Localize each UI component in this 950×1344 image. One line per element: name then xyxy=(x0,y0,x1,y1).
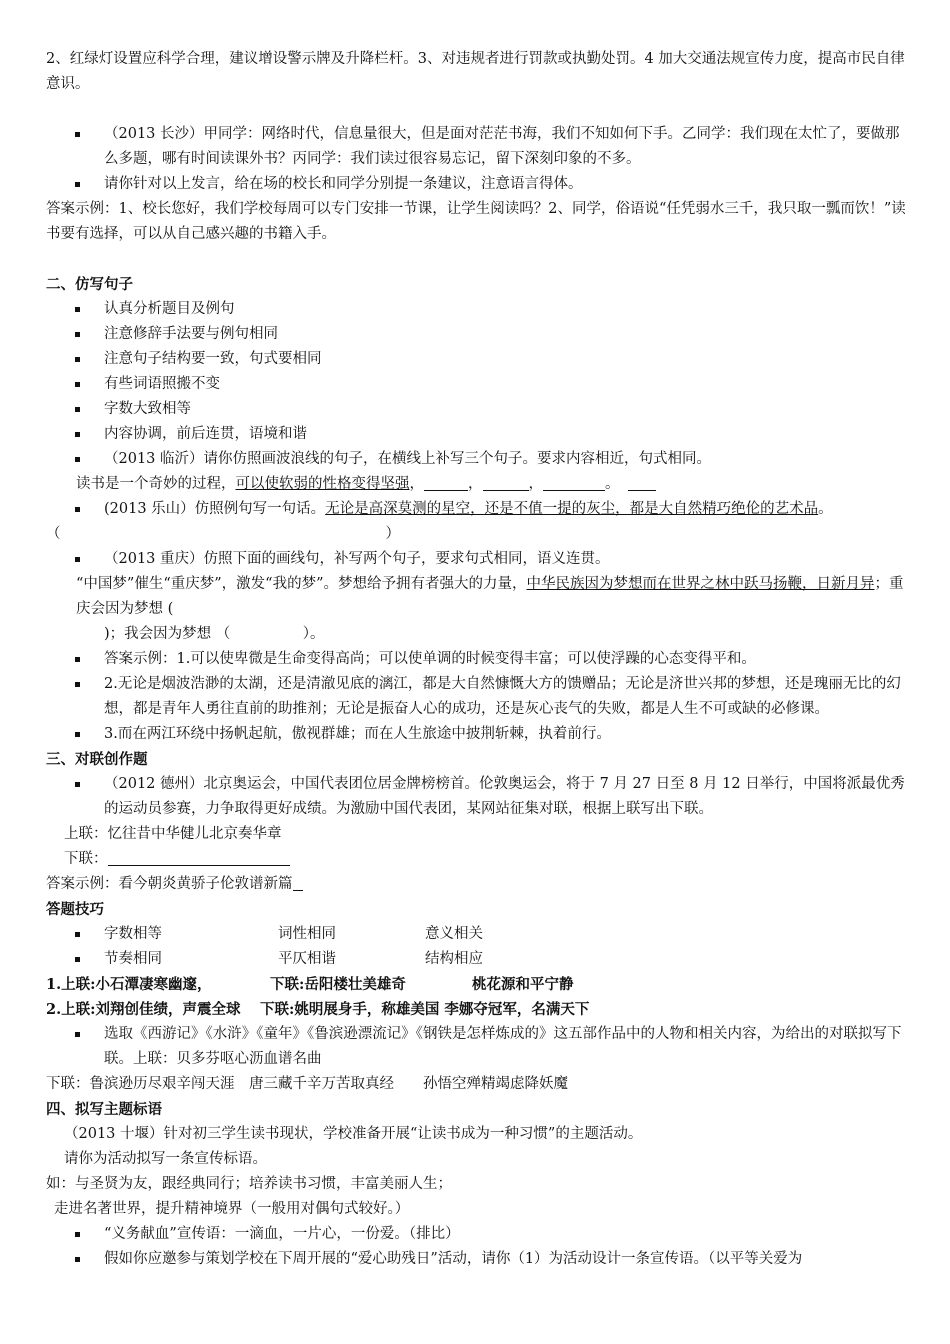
underlined-sentence: 中华民族因为梦想而在世界之林中跃马扬鞭，日新月异 xyxy=(526,576,875,592)
skills-heading: 答题技巧 xyxy=(46,901,104,918)
shiyan-task: 请你为活动拟写一条宣传标语。 xyxy=(64,1151,267,1167)
lower-couplet-blank[interactable] xyxy=(108,849,290,866)
section-heading-imitation: 二、仿写句子 xyxy=(46,276,133,293)
tip-item: 字数大致相等 xyxy=(46,397,910,422)
document-page xyxy=(46,47,910,1272)
spacer xyxy=(46,247,910,272)
section-heading-couplet: 三、对联创作题 xyxy=(46,751,148,768)
answer-example-1: 答案示例：1.可以使卑微是生命变得高尚；可以使单调的时候变得丰富；可以使浮躁的心态变得平和。 xyxy=(46,647,910,672)
changsha-question: （2013 长沙）甲同学：网络时代，信息量很大，但是面对茫茫书海，我们不知如何下手。乙同学：我们现在太忙了，要做那么多题，哪有时间读课外书？丙同学：我们读过很容易忘记，留下深刻印象的不多。 xyxy=(46,122,910,172)
skills-row: 节奏相同 平仄相谐 结构相应 xyxy=(46,947,910,972)
spacer xyxy=(46,97,910,122)
chongqing-passage: “中国梦”催生“重庆梦”，激发“我的梦”。梦想给予拥有者强大的力量，中华民族因为梦想而在世界之林中跃马扬鞭，日新月异；重庆会因为梦想 ( xyxy=(76,576,904,617)
tip-item: 注意修辞手法要与例句相同 xyxy=(46,322,910,347)
skills-row: 字数相等 词性相同 意义相关 xyxy=(46,922,910,947)
works-question: 选取《西游记》《水浒》《童年》《鲁滨逊漂流记》《钢铁是怎样炼成的》这五部作品中的人物和相关内容，为给出的对联拟写下联。上联：贝多芬呕心沥血谱名曲 xyxy=(46,1022,910,1072)
upper-couplet: 上联：忆往昔中华健儿北京奏华章 xyxy=(64,826,282,842)
changsha-task: 请你针对以上发言，给在场的校长和同学分别提一条建议，注意语言得体。 xyxy=(46,172,910,197)
linyi-sentence: 读书是一个奇妙的过程，可以使软弱的性格变得坚强， ， ， 。 xyxy=(46,472,910,497)
tip-item: 有些词语照搬不变 xyxy=(46,372,910,397)
couplet-example-1: 1.上联:小石潭凄寒幽邃， 下联:岳阳楼壮美雄奇 桃花源和平宁静 xyxy=(46,976,574,993)
couplet-example-2: 2.上联:刘翔创佳绩，声震全球 下联:姚明展身手，称雄美国 李娜夺冠军，名满天下 xyxy=(46,1001,590,1018)
section-heading-slogan: 四、拟写主题标语 xyxy=(46,1101,162,1118)
linyi-question: （2013 临沂）请你仿照画波浪线的句子，在横线上补写三个句子。要求内容相近，句式相同。 xyxy=(46,447,910,472)
works-lower-couplets: 下联：鲁滨逊历尽艰辛闯天涯 唐三藏千辛万苦取真经 孙悟空殚精竭虑降妖魔 xyxy=(46,1076,568,1092)
tip-item: 注意句子结构要一致，句式要相同 xyxy=(46,347,910,372)
couplet-answer: 答案示例：看今朝炎黄骄子伦敦谱新篇 xyxy=(46,872,910,897)
slogan-example: 如：与圣贤为友，跟经典同行；培养读书习惯，丰富美丽人生； xyxy=(46,1176,452,1192)
dezhou-question: （2012 德州）北京奥运会，中国代表团位居金牌榜榜首。伦敦奥运会，将于 7 月 27 日至 8 月 12 日举行，中国将派最优秀的运动员参赛，力争取得更好成绩。为激励中国代表团，某网站征集对联，根据上联写出下联。 xyxy=(46,772,910,822)
tip-item: 认真分析题目及例句 xyxy=(46,297,910,322)
blood-donation-slogan: “义务献血”宣传语：一滴血，一片心，一份爱。（排比） xyxy=(46,1222,910,1247)
tip-item: 内容协调，前后连贯，语境和谐 xyxy=(46,422,910,447)
leshan-question: (2013 乐山）仿照例句写一句话。无论是高深莫测的星空，还是不值一提的灰尘，都是大自然精巧绝伦的艺术品。 xyxy=(46,497,910,522)
disabled-day-question: 假如你应邀参与策划学校在下周开展的“爱心助残日”活动，请你（1）为活动设计一条宣传语。（以平等关爱为 xyxy=(46,1247,910,1272)
chongqing-question: （2013 重庆）仿照下面的画线句，补写两个句子，要求句式相同，语义连贯。 xyxy=(46,547,910,572)
answer-example-2: 2.无论是烟波浩渺的太湖，还是清澈见底的漓江，都是大自然慷慨大方的馈赠品；无论是济世兴邦的梦想，还是瑰丽无比的幻想，都是青年人勇往直前的助推剂；无论是振奋人心的成功，还是灰心丧气的失败，都是人生不可或缺的必修课。 xyxy=(46,672,910,722)
lower-couplet: 下联： xyxy=(46,847,910,872)
fill-blank[interactable] xyxy=(483,474,529,491)
wavy-line-sentence: 可以使软弱的性格变得坚强 xyxy=(235,476,410,492)
intro-paragraph: 2、红绿灯设置应科学合理，建议增设警示牌及升降栏杆。3、对违规者进行罚款或执勤处罚。4 加大交通法规宣传力度，提高市民自律意识。 xyxy=(46,51,905,92)
slogan-example: 走进名著世界，提升精神境界（一般用对偶句式较好。） xyxy=(54,1201,410,1217)
leshan-answer-parens: （ ） xyxy=(46,526,400,542)
example-sentence: 无论是高深莫测的星空，还是不值一提的灰尘，都是大自然精巧绝伦的艺术品 xyxy=(325,501,819,517)
answer-example-3: 3.而在两江环绕中扬帆起航，傲视群雄；而在人生旅途中披荆斩棘，执着前行。 xyxy=(46,722,910,747)
fill-blank[interactable] xyxy=(424,474,468,491)
fill-blank[interactable] xyxy=(628,474,656,491)
fill-blank[interactable] xyxy=(543,474,605,491)
changsha-answer: 答案示例：1、校长您好，我们学校每周可以专门安排一节课，让学生阅读吗？2、同学，俗语说“任凭弱水三千，我只取一瓢而饮！”读书要有选择，可以从自己感兴趣的书籍入手。 xyxy=(46,201,906,242)
shiyan-question: （2013 十堰）针对初三学生读书现状，学校准备开展“让读书成为一种习惯”的主题活动。 xyxy=(64,1126,643,1142)
chongqing-blanks: )；我会因为梦想 （ ）。 xyxy=(104,626,325,642)
